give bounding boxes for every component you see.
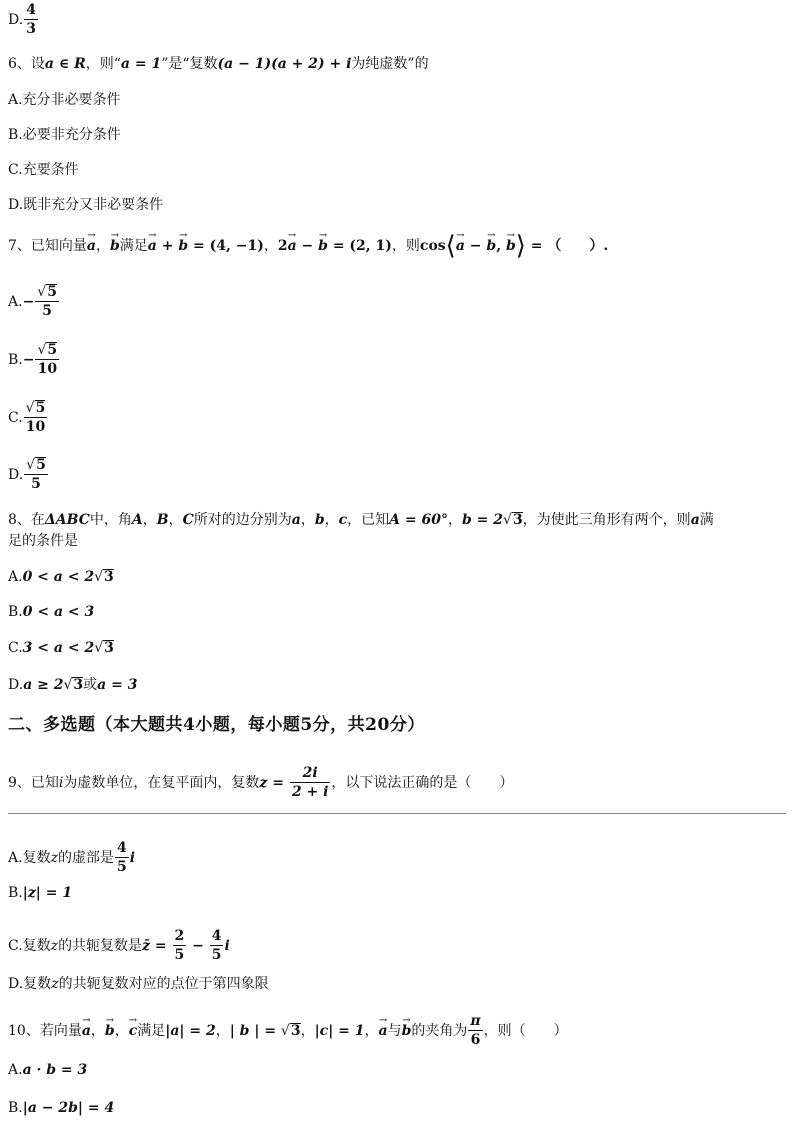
q10-option-b xyxy=(8,1098,114,1118)
q10-stem xyxy=(8,1013,568,1049)
option-label: B. xyxy=(8,352,23,368)
text: ，则（ ） xyxy=(483,1023,568,1039)
fraction xyxy=(24,400,48,436)
math: z = xyxy=(259,775,289,791)
option-label: D. xyxy=(8,677,24,693)
text: 满 xyxy=(699,512,714,528)
math: , xyxy=(496,238,506,254)
text: 复数 xyxy=(22,938,51,954)
separator: ， xyxy=(142,512,157,528)
radicand: 5 xyxy=(47,342,58,358)
math: 0 < a < 2 xyxy=(22,569,95,585)
vector-b: → b xyxy=(402,1021,412,1041)
radicand: 3 xyxy=(104,569,114,585)
math: cos xyxy=(419,238,446,254)
denominator: 3 xyxy=(26,21,36,37)
math: |a| = 2 xyxy=(165,1023,216,1039)
text: 中，角 xyxy=(89,512,132,528)
q7-option-d xyxy=(8,457,49,493)
q9-stem xyxy=(8,765,513,801)
vector-b: → b xyxy=(506,236,516,256)
math: i xyxy=(224,938,230,954)
text: 已知向量 xyxy=(30,238,87,254)
math: z xyxy=(51,976,59,992)
numerator xyxy=(35,342,59,360)
fraction xyxy=(210,928,224,964)
denominator: 5 xyxy=(174,947,185,963)
denominator: 5 xyxy=(31,476,41,492)
radicand: 3 xyxy=(73,677,84,693)
option-label: B. xyxy=(8,604,23,620)
math: A xyxy=(131,512,143,528)
math: 0 < a < 3 xyxy=(22,604,95,620)
numerator: 2i xyxy=(290,765,331,783)
math: |a − 2b| = 4 xyxy=(22,1100,115,1116)
radicand: 3 xyxy=(104,640,114,656)
option-label: C. xyxy=(8,640,23,656)
sign: − xyxy=(22,352,35,368)
q8-option-a xyxy=(8,567,114,587)
text: 与 xyxy=(387,1023,402,1039)
q7-stem xyxy=(8,231,609,261)
denominator: 6 xyxy=(470,1032,481,1048)
math: − xyxy=(187,938,209,954)
q6-stem xyxy=(8,54,429,74)
vector-b: → b xyxy=(105,1021,115,1041)
q9-option-d xyxy=(8,974,269,994)
fraction xyxy=(35,284,59,320)
math: |z| = 1 xyxy=(22,885,73,901)
question-number: 9、 xyxy=(8,775,31,791)
q9-option-a xyxy=(8,840,135,876)
math: b = 2 xyxy=(462,512,504,528)
math: z̄ = xyxy=(142,938,172,954)
math: (a − 1)(a + 2) + i xyxy=(217,56,352,72)
math: + xyxy=(156,238,179,254)
numerator: π xyxy=(470,1013,481,1029)
q7-option-c xyxy=(8,400,48,436)
vector-b: → b xyxy=(486,236,496,256)
vector-c: → c xyxy=(129,1021,138,1041)
numerator xyxy=(35,284,59,302)
separator: ， xyxy=(215,1023,230,1039)
denominator: 5 xyxy=(42,303,52,319)
math: = （ ）. xyxy=(525,238,609,254)
radicand: 5 xyxy=(47,284,57,300)
q8-option-c xyxy=(8,638,114,658)
math: = (4, −1) xyxy=(188,238,264,254)
q8-stem-line1 xyxy=(8,510,714,530)
fraction xyxy=(24,2,38,38)
separator: ， xyxy=(448,512,462,528)
math: z xyxy=(50,938,59,954)
math: − xyxy=(464,238,487,254)
text: 满足 xyxy=(119,238,148,254)
math: |c| = 1 xyxy=(314,1023,365,1039)
option-label: B. xyxy=(8,885,23,901)
math: B xyxy=(156,512,169,528)
text: ，则“ xyxy=(85,56,121,72)
text: 的共轭复数对应的点位于第四象限 xyxy=(58,976,269,992)
numerator xyxy=(24,400,48,418)
text: 复数 xyxy=(22,850,51,866)
radical-sign: √ xyxy=(63,677,73,693)
text: 在 xyxy=(30,512,45,528)
vector-a: → a xyxy=(148,236,157,256)
vector-b: → b xyxy=(318,236,328,256)
math: | b | = xyxy=(229,1023,281,1039)
text: 的虚部是 xyxy=(57,850,114,866)
separator: ， xyxy=(300,512,315,528)
q9-option-b xyxy=(8,883,72,903)
text: 若向量 xyxy=(39,1023,82,1039)
numerator: 4 xyxy=(116,840,127,856)
question-number: 10、 xyxy=(8,1023,40,1039)
fraction xyxy=(24,457,48,493)
text: 为虚数单位，在复平面内，复数 xyxy=(63,775,260,791)
option-label: C. xyxy=(8,410,23,426)
math: a ∈ R xyxy=(44,56,86,72)
separator: ， xyxy=(168,512,183,528)
text: 的共轭复数是 xyxy=(58,938,143,954)
fraction xyxy=(290,765,331,801)
numerator: 4 xyxy=(211,928,222,944)
math: a = 3 xyxy=(97,677,138,693)
separator-line xyxy=(8,813,786,814)
text: 所对的边分别为 xyxy=(193,512,292,528)
radical-sign: √ xyxy=(94,640,104,656)
math: a ≥ 2 xyxy=(23,677,64,693)
radical-sign: √ xyxy=(26,457,36,473)
option-label: D. xyxy=(8,976,24,992)
numerator xyxy=(24,457,48,475)
question-number: 7、 xyxy=(8,238,31,254)
radical-sign: √ xyxy=(25,400,35,416)
math: c xyxy=(338,512,348,528)
q8-stem-line2: 足的条件是 xyxy=(8,533,78,549)
math: i xyxy=(129,850,136,866)
vector-a: → a xyxy=(379,1021,388,1041)
question-number: 8、 xyxy=(8,512,31,528)
separator: ， xyxy=(263,238,278,254)
text: 满足 xyxy=(137,1023,166,1039)
q6-option-c: C.充要条件 xyxy=(8,162,79,178)
vector-a: → a xyxy=(87,236,96,256)
math: b xyxy=(314,512,325,528)
numerator: 4 xyxy=(26,2,36,18)
math: a xyxy=(291,512,301,528)
denominator: 2 + i xyxy=(291,784,329,800)
q6-option-b: B.必要非充分条件 xyxy=(8,127,121,143)
text: ，已知 xyxy=(347,512,390,528)
option-label: A. xyxy=(8,850,23,866)
question-number: 6、 xyxy=(8,56,31,72)
math: a xyxy=(690,512,700,528)
option-label: B. xyxy=(8,1100,23,1116)
text: 设 xyxy=(30,56,45,72)
left-angle-bracket: ⟨ xyxy=(445,231,456,261)
radicand: 5 xyxy=(36,457,46,473)
option-label: A. xyxy=(8,1062,23,1078)
fraction xyxy=(173,928,187,964)
denominator: 10 xyxy=(25,419,46,435)
fraction xyxy=(35,342,59,378)
option-label: C. xyxy=(8,938,23,954)
q10-option-a xyxy=(8,1060,87,1080)
text: 的夹角为 xyxy=(411,1023,468,1039)
vector-a: → a xyxy=(82,1021,91,1041)
text: ”是“复数 xyxy=(161,56,218,72)
text: 或 xyxy=(83,677,98,693)
fraction xyxy=(115,840,129,876)
text: ，为使此三角形有两个，则 xyxy=(522,512,691,528)
math: 2 xyxy=(277,238,288,254)
denominator: 5 xyxy=(211,947,222,963)
math: a = 1 xyxy=(120,56,162,72)
radical-sign: √ xyxy=(94,569,103,585)
denominator: 10 xyxy=(37,361,58,377)
option-label: D. xyxy=(8,12,24,28)
q6-option-d: D.既非充分又非必要条件 xyxy=(8,197,164,213)
math: − xyxy=(296,238,319,254)
text: 复数 xyxy=(23,976,52,992)
option-label: A. xyxy=(8,294,23,310)
radicand: 3 xyxy=(512,512,523,528)
right-angle-bracket: ⟩ xyxy=(515,231,526,261)
text: ，则 xyxy=(391,238,420,254)
q9-option-c xyxy=(8,928,230,964)
math: ΔABC xyxy=(44,512,90,528)
section-heading: 二、多选题（本大题共4小题，每小题5分，共20分） xyxy=(8,715,425,735)
separator: ， xyxy=(324,512,339,528)
q7-option-b xyxy=(8,342,60,378)
separator: ， xyxy=(114,1023,129,1039)
q6-option-a: A.充分非必要条件 xyxy=(8,92,121,108)
vector-a: → a xyxy=(288,236,297,256)
q8-option-d xyxy=(8,675,137,695)
math: = (2, 1) xyxy=(327,238,392,254)
radical-sign: √ xyxy=(503,512,512,528)
text: ，以下说法正确的是（ ） xyxy=(331,775,514,791)
separator: ， xyxy=(90,1023,105,1039)
math: z xyxy=(50,850,58,866)
math: A = 60° xyxy=(389,512,448,528)
option-label: A. xyxy=(8,569,23,585)
math: C xyxy=(182,512,194,528)
math: i xyxy=(58,775,64,791)
fraction xyxy=(468,1013,482,1049)
q5-option-d xyxy=(8,2,39,38)
sign: − xyxy=(22,294,35,310)
radical-sign: √ xyxy=(37,284,47,300)
text: 为纯虚数”的 xyxy=(351,56,429,72)
vector-a: → a xyxy=(456,236,465,256)
vector-b: → b xyxy=(178,236,188,256)
radical-sign: √ xyxy=(37,342,47,358)
q7-option-a xyxy=(8,284,60,320)
separator: ， xyxy=(300,1023,315,1039)
radicand: 5 xyxy=(35,400,46,416)
math: a · b = 3 xyxy=(22,1062,88,1078)
math: 3 < a < 2 xyxy=(22,640,95,656)
q8-option-b xyxy=(8,602,94,622)
vector-b: → b xyxy=(110,236,120,256)
numerator: 2 xyxy=(174,928,185,944)
separator: ， xyxy=(364,1023,379,1039)
text: 已知 xyxy=(30,775,59,791)
radical-sign: √ xyxy=(280,1023,290,1039)
radicand: 3 xyxy=(290,1023,301,1039)
option-label: D. xyxy=(8,467,24,483)
separator: ， xyxy=(96,238,110,254)
denominator: 5 xyxy=(116,859,127,875)
